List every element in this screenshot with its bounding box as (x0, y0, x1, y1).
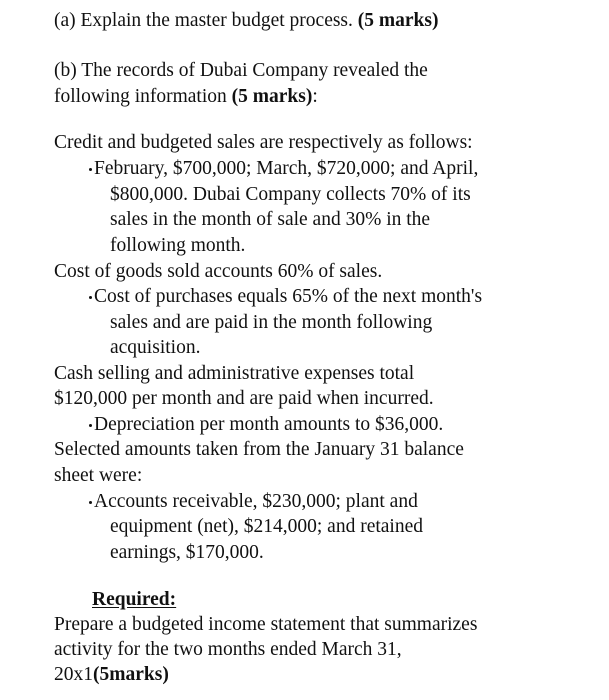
depreciation-bullet (89, 412, 443, 438)
credit-bullet-text: February, $700,000; March, $720,000; and April, (94, 158, 479, 179)
credit-bullet-line-4: following month. (110, 235, 246, 256)
credit-intro: Credit and budgeted sales are respectively as follows: (54, 132, 473, 153)
part-b-line-1: (b) The records of Dubai Company revealed the (54, 60, 428, 81)
part-a-question (54, 8, 438, 34)
part-b-text: following information (54, 86, 232, 107)
balance-line-2: sheet were: (54, 465, 143, 486)
cogs-bullet-line-3: acquisition. (110, 337, 201, 358)
balance-line-1: Selected amounts taken from the January 31 balance (54, 439, 464, 460)
balance-bullet-line-2: equipment (net), $214,000; and retained (110, 516, 423, 537)
required-line-1: Prepare a budgeted income statement that summarizes (54, 614, 478, 635)
part-a-text: (a) Explain the master budget process. (54, 10, 358, 31)
required-line-3 (54, 662, 169, 688)
cogs-bullet-line-2: sales and are paid in the month following (110, 312, 433, 333)
part-b-marks: (5 marks) (231, 86, 313, 107)
required-line-2: activity for the two months ended March 31, (54, 639, 402, 660)
part-b-colon: : (312, 86, 318, 107)
balance-bullet-line-3: earnings, $170,000. (110, 542, 264, 563)
cogs-bullet-line-1 (89, 284, 482, 310)
cash-line-2: $120,000 per month and are paid when incurred. (54, 388, 434, 409)
credit-bullet-line-1 (89, 156, 478, 182)
cash-line-1: Cash selling and administrative expenses total (54, 363, 415, 384)
required-marks: (5marks) (93, 664, 169, 685)
part-a-marks: (5 marks) (357, 10, 439, 31)
required-year: 20x1 (54, 664, 93, 685)
cogs-bullet-text: Cost of purchases equals 65% of the next month's (94, 286, 483, 307)
required-heading: Required: (92, 589, 177, 610)
credit-bullet-line-3: sales in the month of sale and 30% in the (110, 209, 431, 230)
part-b-line-2 (54, 84, 318, 110)
depreciation-text: Depreciation per month amounts to $36,000. (94, 414, 444, 435)
credit-bullet-line-2: $800,000. Dubai Company collects 70% of its (110, 184, 471, 205)
balance-bullet-line-1 (89, 489, 418, 515)
balance-bullet-text: Accounts receivable, $230,000; plant and (94, 491, 418, 512)
cogs-intro: Cost of goods sold accounts 60% of sales. (54, 261, 383, 282)
